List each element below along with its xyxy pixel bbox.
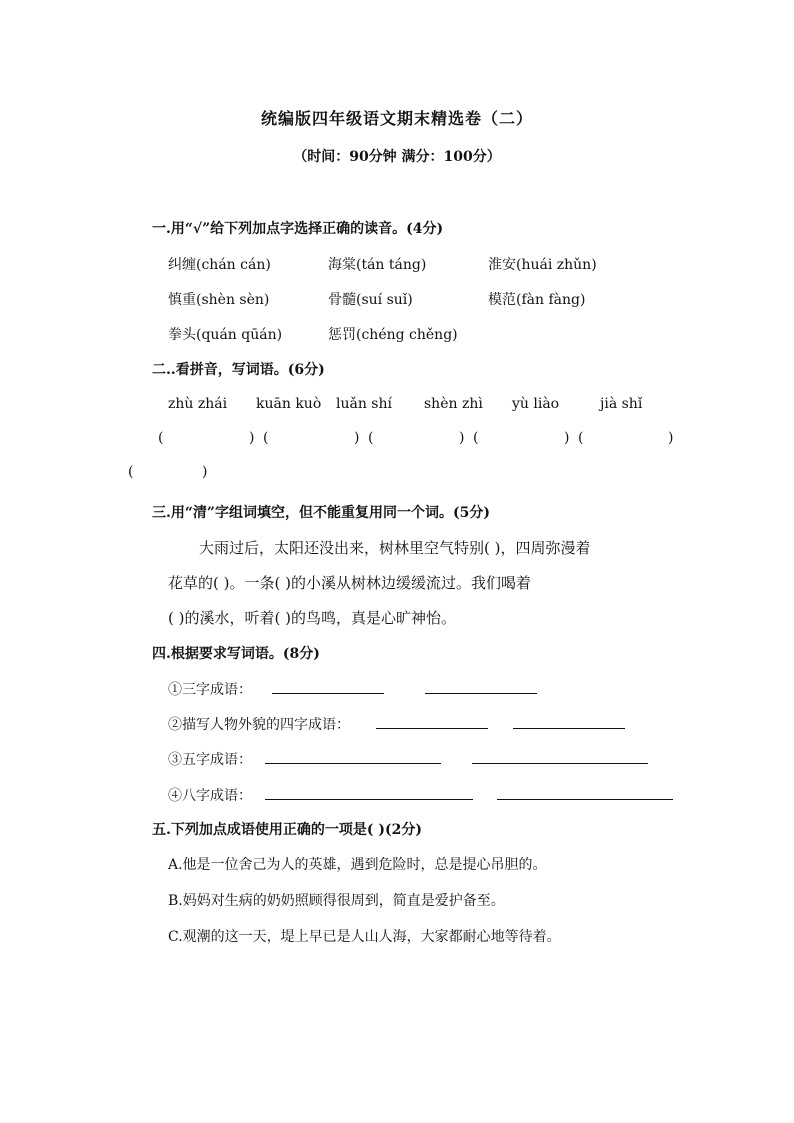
answer-blank[interactable]: [513, 714, 625, 729]
q3-line: 花草的( )。一条( )的小溪从树林边缓缓流过。我们喝着: [168, 574, 531, 592]
q3-line: 大雨过后，太阳还没出来，树林里空气特别( )，四周弥漫着: [199, 539, 591, 557]
answer-blank[interactable]: [265, 785, 473, 800]
q1-item: 纠缠(chán cán): [168, 257, 271, 273]
answer-paren-close: ): [202, 464, 208, 480]
q2-pinyin: yù liào: [512, 396, 560, 412]
answer-paren-open: (: [128, 464, 134, 480]
answer-paren-close: ): [668, 430, 674, 446]
q1-item: 淮安(huái zhǔn): [488, 257, 597, 273]
answer-paren-open: (: [368, 430, 374, 446]
q5-option-a[interactable]: A.他是一位舍己为人的英雄，遇到危险时，总是提心吊胆的。: [168, 857, 547, 873]
answer-blank[interactable]: [425, 679, 537, 694]
q3-line: ( )的溪水，听着( )的鸟鸣，真是心旷神怡。: [168, 609, 456, 627]
q1-item: 拳头(quán qūán): [168, 327, 283, 343]
q2-pinyin: zhù zhái: [168, 396, 228, 412]
exam-meta: （时间：90分钟 满分：100分）: [293, 149, 501, 165]
q2-pinyin: shèn zhì: [424, 396, 483, 412]
answer-blank[interactable]: [472, 749, 648, 764]
q2-pinyin: luǎn shí: [336, 396, 392, 412]
q4-item-label: ②描写人物外貌的四字成语：: [168, 717, 350, 733]
answer-paren-open: (: [473, 430, 479, 446]
q1-item: 惩罚(chéng chěng): [328, 327, 458, 343]
answer-blank[interactable]: [376, 714, 488, 729]
answer-paren-close: ): [459, 430, 465, 446]
q1-item: 海棠(tán táng): [328, 257, 427, 273]
q1-item: 慎重(shèn sèn): [168, 292, 270, 308]
answer-paren-open: (: [263, 430, 269, 446]
answer-blank[interactable]: [497, 785, 673, 800]
q3-heading: 三.用“清”字组词填空，但不能重复用同一个词。(5分): [152, 505, 490, 521]
q1-item: 模范(fàn fàng): [488, 292, 586, 308]
answer-blank[interactable]: [272, 679, 384, 694]
q2-pinyin: jià shǐ: [600, 396, 643, 412]
page-title: 统编版四年级语文期末精选卷（二）: [260, 109, 533, 128]
answer-blank[interactable]: [265, 749, 441, 764]
q5-option-c[interactable]: C.观潮的这一天，堤上早已是人山人海，大家都耐心地等待着。: [168, 929, 561, 945]
q4-item-label: ④八字成语：: [168, 788, 252, 804]
q2-heading: 二..看拼音，写词语。(6分): [152, 362, 325, 378]
answer-paren-close: ): [249, 430, 255, 446]
q5-option-b[interactable]: B.妈妈对生病的奶奶照顾得很周到，简直是爱护备至。: [168, 893, 505, 909]
answer-paren-open: (: [158, 430, 164, 446]
q4-heading: 四.根据要求写词语。(8分): [152, 646, 320, 662]
answer-paren-close: ): [564, 430, 570, 446]
q4-item-label: ①三字成语：: [168, 682, 252, 698]
q1-item: 骨髓(suí suǐ): [328, 292, 413, 308]
answer-paren-close: ): [354, 430, 360, 446]
answer-paren-open: (: [578, 430, 584, 446]
q5-heading: 五.下列加点成语使用正确的一项是( )(2分): [152, 822, 422, 838]
q2-pinyin: kuān kuò: [256, 396, 322, 412]
q1-heading: 一.用“√”给下列加点字选择正确的读音。(4分): [152, 221, 444, 237]
q4-item-label: ③五字成语：: [168, 752, 252, 768]
